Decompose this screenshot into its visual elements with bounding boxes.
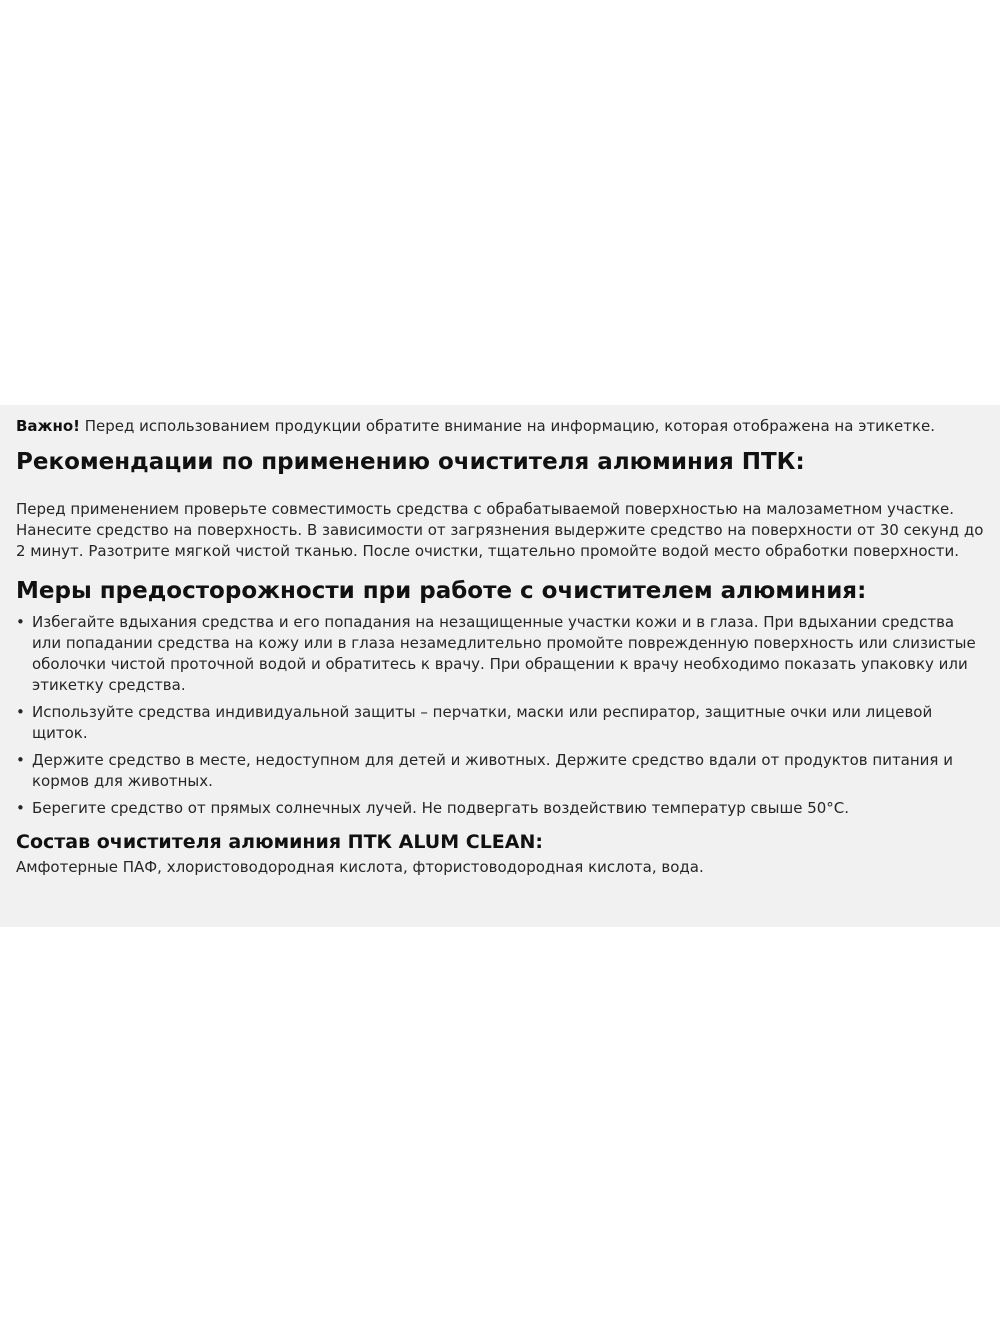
- important-note: [16, 415, 984, 437]
- precaution-item: [16, 750, 984, 792]
- precautions-list: [16, 612, 984, 819]
- content-panel: [0, 405, 1000, 927]
- precaution-text: Используйте средства индивидуальной защиты – перчатки, маски или респиратор, защитные очки или лицевой щиток.: [32, 703, 933, 742]
- important-text: Перед использованием продукции обратите внимание на информацию, которая отображена на этикетке.: [80, 417, 935, 435]
- precaution-item: [16, 798, 984, 819]
- bullet-glyph: •: [16, 799, 25, 817]
- precautions-heading: Меры предосторожности при работе с очистителем алюминия:: [16, 578, 867, 604]
- precaution-item: [16, 612, 984, 696]
- precaution-text: Держите средство в месте, недоступном для детей и животных. Держите средство вдали от продуктов питания и кормов для животных.: [32, 751, 953, 790]
- bullet-glyph: •: [16, 751, 25, 769]
- precaution-text: Берегите средство от прямых солнечных лучей. Не подвергать воздействию температур свыше 50°C.: [32, 799, 850, 817]
- precaution-text: Избегайте вдыхания средства и его попадания на незащищенные участки кожи и в глаза. При вдыхании средства или попадании средства на кожу или в глаза незамедлительно промойте поврежденную поверхность или слизистые оболочки чистой проточной водой и обратитесь к врачу. При обращении к врачу необходимо показать упаковку или этикетку средства.: [32, 613, 976, 694]
- composition-heading: Состав очистителя алюминия ПТК ALUM CLEAN:: [16, 831, 543, 853]
- important-label: Важно!: [16, 417, 80, 435]
- usage-paragraph: Перед применением проверьте совместимость средства с обрабатываемой поверхностью на малозаметном участке. Нанесите средство на поверхность. В зависимости от загрязнения выдержите средство на поверхности от 30 секунд до 2 минут. Разотрите мягкой чистой тканью. После очистки, тщательно промойте водой место обработки поверхности.: [16, 500, 984, 560]
- bullet-glyph: •: [16, 613, 25, 631]
- precaution-item: [16, 702, 984, 744]
- composition-text: Амфотерные ПАФ, хлористоводородная кислота, фтористоводородная кислота, вода.: [16, 858, 704, 876]
- usage-heading: Рекомендации по применению очистителя алюминия ПТК:: [16, 449, 805, 475]
- bullet-glyph: •: [16, 703, 25, 721]
